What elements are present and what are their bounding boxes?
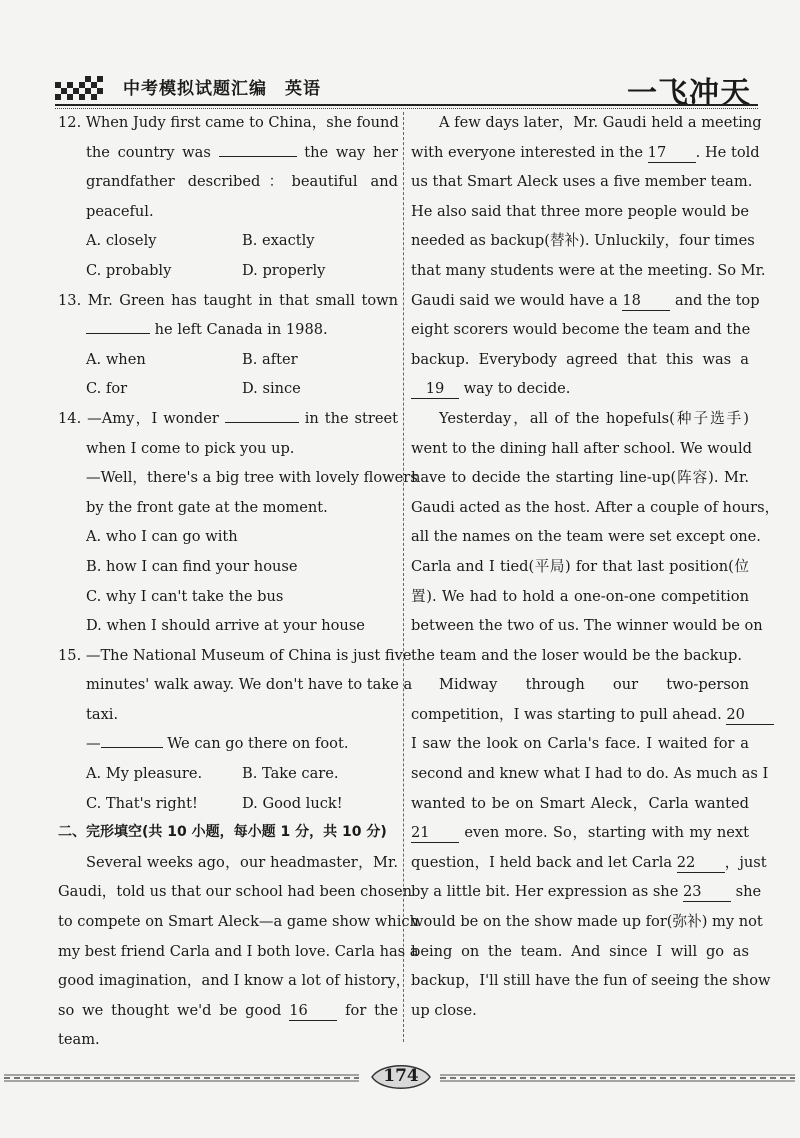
passage-line: question，I held back and let Carla 22 ，just [411,853,767,871]
passage-line: backup，I'll still have the fun of seeing the show [411,972,771,990]
section-title: 二、完形填空(共 10 小题，每小题 1 分，共 10 分) [58,824,387,841]
question-12: 12. When Judy first came to China，she found [58,114,399,131]
blank-21: 21 [411,824,459,843]
page-footer [0,1050,800,1110]
passage-line: eight scorers would become the team and the [411,321,751,339]
footer-ornament-right [440,1074,795,1082]
passage-line: Carla and I tied(平局) for that last position(位 [411,557,749,575]
passage-line: between the two of us. The winner would be on [411,617,763,635]
passage-line: the team and the loser would be the backup. [411,646,742,664]
page-header [55,68,755,111]
answer-blank [225,422,299,423]
right-column [411,108,780,1025]
question-14: 14. —Amy，I wonder in the street [58,409,399,427]
passage-line: team. [58,1031,100,1049]
option-d: D. Good luck! [242,794,343,812]
option-c: C. why I can't take the bus [86,587,284,605]
book-subject: 英语 [285,79,321,99]
option-a: A. when [86,350,146,368]
passage-line: to compete on Smart Aleck—a game show which [58,913,419,931]
q12-line: grandfather described：beautiful and [86,173,398,191]
page-number-badge [368,1060,434,1094]
checker-logo-icon [55,72,105,102]
passage-line: Several weeks ago，our headmaster，Mr. [86,853,398,871]
passage-line: went to the dining hall after school. We would [411,439,752,457]
passage-line: us that Smart Aleck uses a five member team. [411,173,753,191]
q12-line: peaceful. [86,202,154,220]
blank-20: 20 [726,706,774,725]
passage-line: by a little bit. Her expression as she 23 she [411,883,762,901]
footer-ornament-left [4,1074,359,1082]
passage-line: 19 way to decide. [411,374,749,404]
header-rule [55,104,758,106]
left-column [58,108,419,1055]
blank-18: 18 [622,292,670,311]
passage-line: He also said that three more people would be [411,202,749,220]
options-row [58,374,398,404]
passage-line: Gaudi said we would have a 18 and the top [411,291,760,309]
option-a: A. who I can go with [86,528,238,546]
option-b: B. Take care. [242,765,339,783]
option-a: A. closely [86,232,157,250]
answer-blank [219,156,297,157]
option-d: D. when I should arrive at your house [86,617,365,635]
brand-slogan: 一飞冲天 [627,76,751,111]
passage-line: backup. Everybody agreed that this was a [411,350,749,368]
passage-line: Yesterday，all of the hopefuls(种子选手) [439,409,749,427]
blank-17: 17 [648,144,696,163]
option-d: D. since [242,380,301,398]
question-13: 13. Mr. Green has taught in that small town [58,291,398,309]
blank-16: 16 [289,1002,337,1021]
passage-line: second and knew what I had to do. As much as I [411,765,769,783]
page-number: 174 [383,1066,419,1086]
q15-line: taxi. [86,705,119,723]
passage-line: needed as backup(替补). Unluckily，four times [411,232,755,250]
passage-line: that many students were at the meeting. So Mr. [411,261,766,279]
q14-line: by the front gate at the moment. [86,498,328,516]
passage-line: being on the team. And since I will go as [411,942,749,960]
passage-line: have to decide the starting line-up(阵容). Mr. [411,469,749,487]
option-b: B. after [242,350,298,368]
book-title [123,74,321,99]
options-row [58,789,398,819]
passage-line: my best friend Carla and I both love. Carla has a [58,942,419,960]
passage-line: A few days later，Mr. Gaudi held a meeting [439,114,762,131]
blank-22: 22 [677,854,725,873]
passage-line: so we thought we'd be good 16 for the [58,1001,399,1019]
passage-line: wanted to be on Smart Aleck，Carla wanted [411,794,749,812]
blank-23: 23 [683,883,731,902]
blank-19: 19 [411,380,459,399]
options-row [58,345,398,375]
passage-line: all the names on the team were set except one. [411,528,761,546]
option-a: A. My pleasure. [86,765,203,783]
option-b: B. how I can find your house [86,557,298,575]
q14-line: when I come to pick you up. [86,439,295,457]
option-c: C. That's right! [86,794,198,812]
passage-line: would be on the show made up for(弥补) my not [411,913,763,931]
q13-line: he left Canada in 1988. [58,315,398,345]
passage-line: Midway through our two-person [439,676,749,694]
passage-line: 21 even more. So，starting with my next [411,824,750,842]
option-b: B. exactly [242,232,315,250]
passage-line: with everyone interested in the 17 . He told [411,143,760,161]
options-row [58,759,398,789]
options-row [58,226,398,256]
passage-line: Gaudi acted as the host. After a couple of hours， [411,498,780,516]
option-c: C. for [86,380,128,398]
q12-line: the country was the way her [86,143,398,161]
option-c: C. probably [86,261,172,279]
question-15: 15. —The National Museum of China is just five [58,646,412,664]
answer-blank [101,747,163,748]
passage-line: Gaudi，told us that our school had been chosen [58,883,413,901]
passage-line: up close. [411,1001,477,1019]
passage-line: 置). We had to hold a one-on-one competition [411,587,749,605]
answer-blank [86,333,150,334]
passage-line: good imagination，and I know a lot of history， [58,972,411,990]
option-d: D. properly [242,261,326,279]
options-row [58,256,398,286]
q15-line: minutes' walk away. We don't have to take a [86,676,413,694]
column-divider [403,112,404,1042]
passage-line: I saw the look on Carla's face. I waited for a [411,735,749,753]
book-series: 中考模拟试题汇编 [123,79,267,99]
passage-line: competition，I was starting to pull ahead. 20 [411,700,749,730]
q14-line: —Well，there's a big tree with lovely flowers [86,469,418,487]
q15-line: — We can go there on foot. [86,735,349,753]
